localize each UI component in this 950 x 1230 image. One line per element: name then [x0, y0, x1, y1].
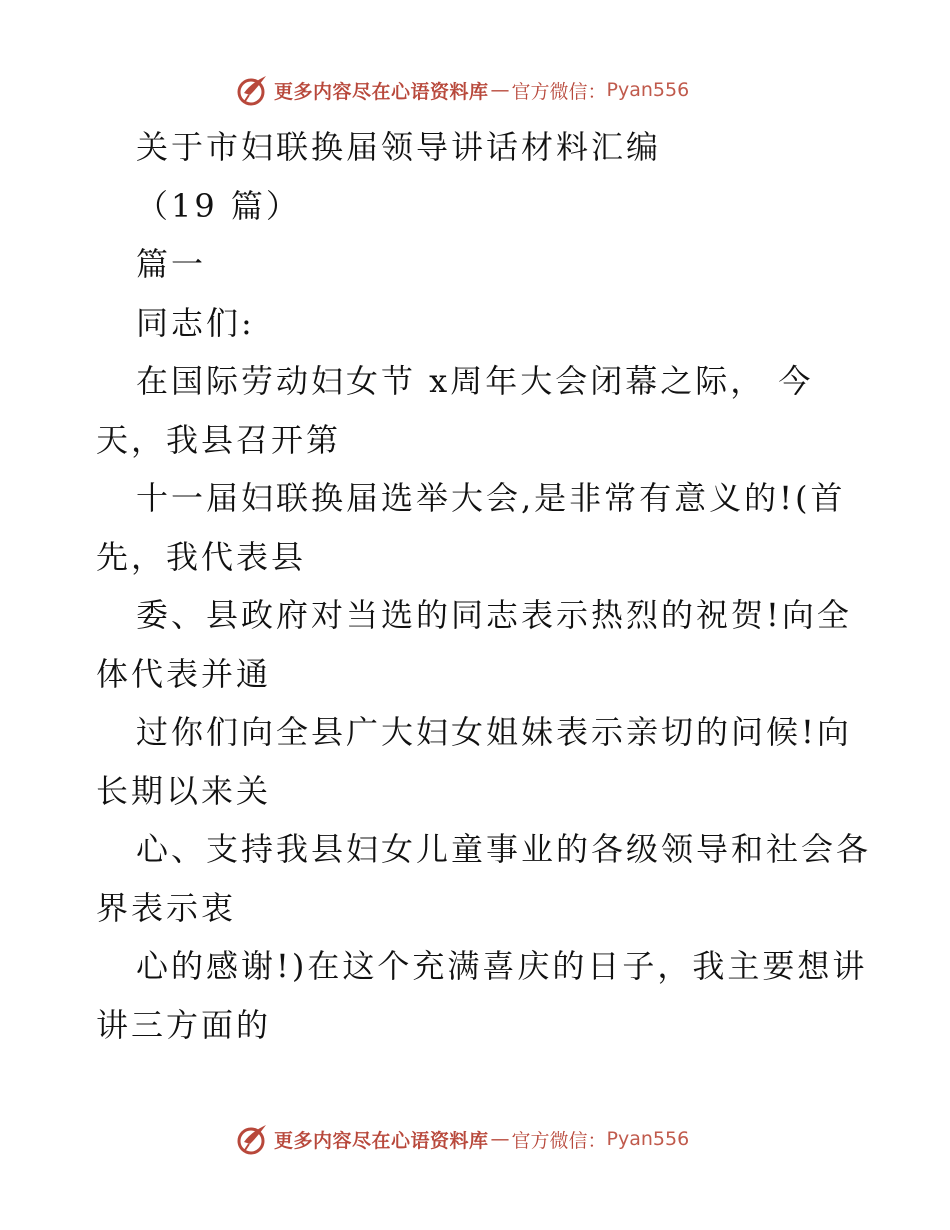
watermark-header [236, 72, 689, 108]
paragraph-line: 在国际劳动妇女节 x周年大会闭幕之际， 今 [136, 362, 814, 400]
paragraph-line: 体代表并通 [96, 655, 272, 693]
paragraph-line: 过你们向全县广大妇女姐妹表示亲切的问候!向 [136, 713, 852, 751]
watermark-official-label: 官方微信： [511, 80, 607, 103]
watermark-official-label: 官方微信： [511, 1129, 607, 1152]
watermark-dash: — [490, 1128, 510, 1150]
paragraph-line: 天，我县召开第 [96, 421, 342, 459]
paragraph-line: 先，我代表县 [96, 538, 307, 576]
greeting: 同志们: [136, 304, 255, 342]
document-count: （19 篇） [136, 187, 301, 225]
paragraph-line: 心的感谢!)在这个充满喜庆的日子，我主要想讲 [136, 947, 868, 985]
paragraph-line: 委、县政府对当选的同志表示热烈的祝贺!向全 [136, 596, 852, 634]
paragraph-line: 心、支持我县妇女儿童事业的各级领导和社会各 [136, 830, 872, 868]
paragraph-line: 讲三方面的 [96, 1006, 272, 1044]
watermark-wechat-id: Pyan556 [606, 79, 690, 101]
paragraph-line: 界表示衷 [96, 889, 237, 927]
watermark-wechat-id: Pyan556 [606, 1128, 690, 1150]
watermark-footer [236, 1121, 689, 1157]
quill-logo-icon [236, 73, 270, 107]
watermark-dash: — [490, 79, 510, 101]
quill-logo-icon [236, 1122, 270, 1156]
watermark-text: 更多内容尽在心语资料库 [274, 1129, 489, 1152]
paragraph-line: 长期以来关 [96, 772, 272, 810]
section-heading: 篇一 [136, 245, 207, 283]
watermark-text: 更多内容尽在心语资料库 [274, 80, 489, 103]
paragraph-line: 十一届妇联换届选举大会,是非常有意义的!(首 [136, 479, 846, 517]
document-title: 关于市妇联换届领导讲话材料汇编 [136, 128, 662, 166]
